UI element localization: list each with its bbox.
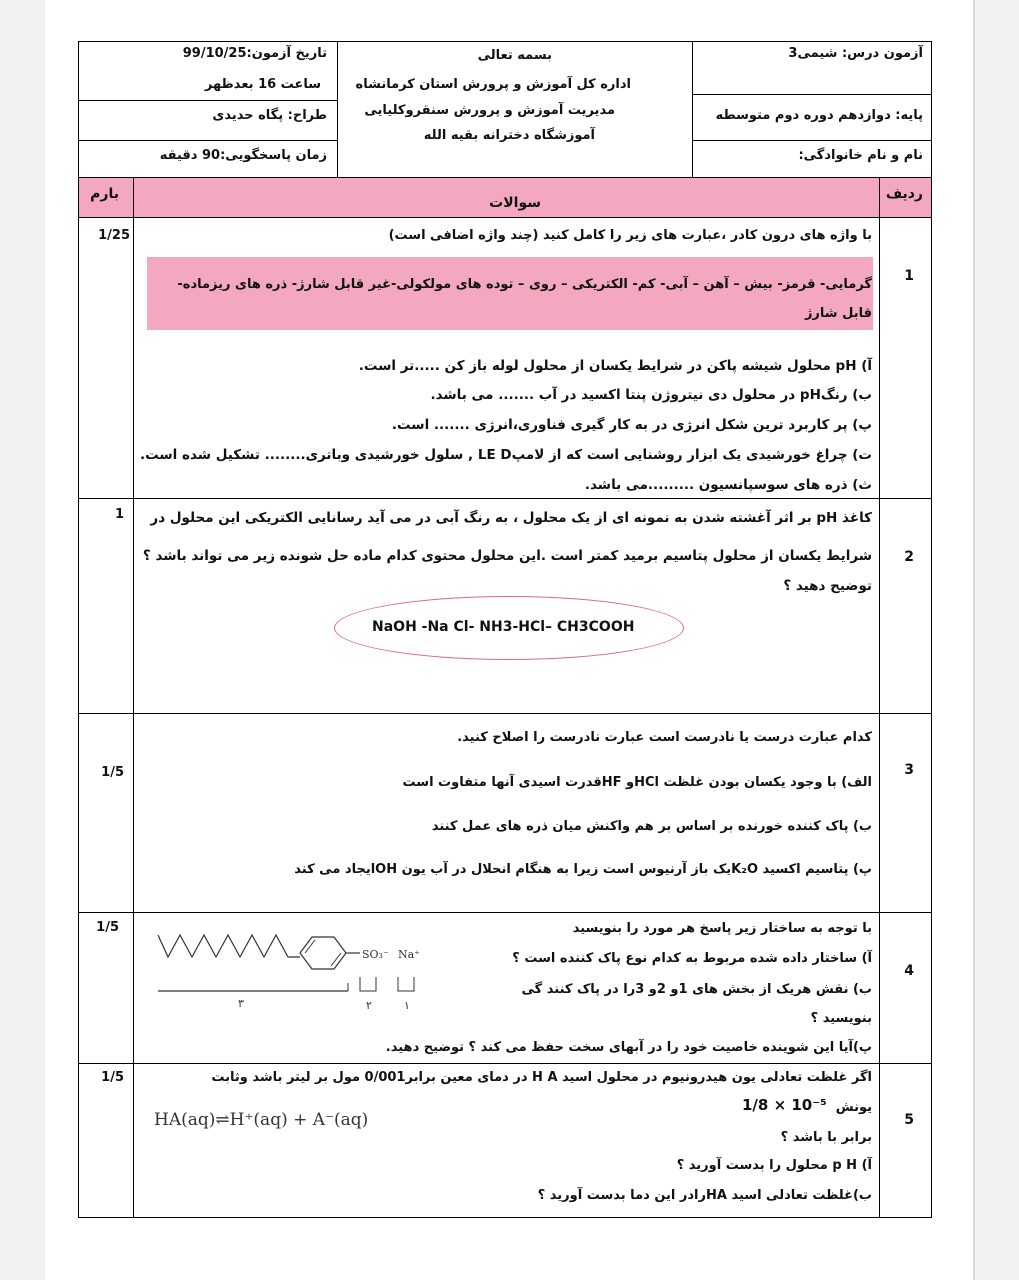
row-separator (78, 1063, 932, 1064)
q1-item-c: پ) پر کاربرد ترین شکل انرژی در به کار گیری فناوری،انرژی ....... است. (391, 417, 872, 433)
part1-bracket (398, 977, 414, 991)
q1-score: 1/25 (98, 228, 130, 243)
q1-item-a: آ) pH محلول شیشه پاکن در شرایط یکسان از محلول لوله باز کن .....تر است. (358, 358, 872, 374)
q3-item-a: الف) با وجود یکسان بودن غلظت HClو HFقدرت اسیدی آنها متفاوت است (402, 775, 872, 790)
header-divider-left (337, 41, 338, 178)
header-center-line2: اداره کل آموزش و پرورش استان کرمانشاه (355, 77, 631, 92)
duration: زمان پاسخگویی:90 دقیقه (159, 148, 327, 163)
q3-intro: کدام عبارت درست یا نادرست است عبارت نادرست را اصلاح کنید. (457, 730, 872, 745)
q4-item-a: آ) ساختار داده شده مربوط به کدام نوع پاک کننده است ؟ (512, 951, 872, 966)
q2-number: 2 (904, 549, 914, 565)
table-bottom-border (78, 1217, 932, 1218)
q5-score: 1/5 (101, 1070, 124, 1085)
q4-item-b2: بنویسید ؟ (810, 1011, 872, 1026)
sulfonate-group: SO₃⁻ (362, 948, 389, 961)
q2-options: NaOH -Na Cl- NH3-HCl– CH3COOH (372, 619, 635, 635)
benzene-ring (300, 937, 346, 969)
row-header: ردیف (885, 186, 923, 202)
q5-ionization-constant: 1/8 × 10⁻⁵ (742, 1096, 827, 1114)
q4-intro: با توجه به ساختار زیر پاسخ هر مورد را بنویسید (572, 921, 872, 936)
q5-line2: یونش (835, 1100, 872, 1115)
q1-item-b: ب) رنگpH در محلول دی نیتروژن پنتا اکسید در آب ....... می باشد. (430, 387, 872, 403)
course-name: آزمون درس: شیمی3 (788, 46, 923, 61)
header-line (78, 100, 338, 101)
q1-word-box (147, 257, 873, 330)
row-separator (78, 912, 932, 913)
q2-line3: توضیح دهید ؟ (783, 578, 872, 594)
q5-item-a: آ) p H محلول را بدست آورید ؟ (676, 1158, 872, 1173)
header-center-line3: مدیریت آموزش و پرورش سنقروکلیایی (364, 103, 615, 118)
q1-number: 1 (904, 268, 914, 284)
q1-item-d: ت) چراغ خورشیدی یک ابزار روشنایی است که از لامپLE D , سلول خورشیدی وباتری........ تشکیل شده است. (139, 447, 872, 463)
detergent-structure (150, 925, 450, 1015)
q1-intro: با واژه های درون کادر ،عبارت های زیر را کامل کنید (چند واژه اضافی است) (388, 228, 872, 243)
row-column-border (879, 178, 880, 1218)
q5-number: 5 (904, 1112, 914, 1128)
row-separator (78, 498, 932, 499)
header-line (692, 94, 932, 95)
grade: پایه: دوازدهم دوره دوم متوسطه (715, 108, 923, 123)
part1-label: ۱ (404, 999, 410, 1012)
designer: طراح: پگاه حدیدی (212, 108, 327, 123)
q4-item-b: ب) نقش هریک از بخش های 1و 2و 3را در پاک کنند گی (521, 982, 872, 997)
q1-word-box-line2: قابل شارژ (804, 306, 872, 321)
header-center-line1: بسمه تعالی (477, 48, 552, 63)
q3-number: 3 (904, 762, 914, 778)
q4-number: 4 (904, 963, 914, 979)
score-column-border (133, 178, 134, 1218)
name-label: نام و نام خانوادگی: (798, 148, 923, 163)
table-header-bottom (78, 217, 932, 218)
questions-header: سوالات (489, 195, 541, 211)
header-top-border (78, 41, 932, 42)
q5-item-b: ب)غلظت تعادلی اسید HAرادر این دما بدست آورید ؟ (537, 1188, 872, 1203)
q5-equation: HA(aq)⇌H⁺(aq) + A⁻(aq) (154, 1110, 369, 1130)
q4-score: 1/5 (96, 920, 119, 935)
q5-line3: برابر با باشد ؟ (780, 1130, 872, 1145)
q4-item-c: پ)آیا این شوینده خاصیت خود را در آبهای سخت حفظ می کند ؟ توضیح دهید. (385, 1040, 872, 1055)
header-divider-right (692, 41, 693, 178)
score-header: بارم (90, 186, 119, 202)
part3-label: ۳ (238, 997, 244, 1010)
sodium-ion: Na⁺ (398, 948, 420, 961)
header-line (692, 140, 932, 141)
q1-item-e: ث) ذره های سوسپانسیون .........می باشد. (584, 477, 872, 493)
ring-bond (305, 940, 315, 953)
q3-score: 1/5 (101, 765, 124, 780)
q5-line1: اگر غلظت تعادلی یون هیدرونیوم در محلول اسید H A در دمای معین برابر0/001 مول بر لیتر باشد وثابت (211, 1070, 872, 1085)
part2-bracket (360, 977, 376, 991)
part2-label: ۲ (366, 999, 372, 1012)
q3-item-c: پ) پتاسیم اکسید K₂Oیک باز آرنیوس است زیرا به هنگام انحلال در آب یون OHایجاد می کند (294, 862, 872, 877)
q2-line1: کاغذ pH بر اثر آغشته شدن به نمونه ای از یک محلول ، به رنگ آبی در می آید رسانایی الکتریکی این محلول در (150, 510, 872, 526)
header-line (78, 140, 338, 141)
q3-item-b: ب) پاک کننده خورنده بر اساس بر هم واکنش میان ذره های عمل کنند (431, 819, 872, 834)
exam-date: تاریخ آزمون:99/10/25 (182, 46, 327, 61)
exam-time: ساعت 16 بعدظهر (204, 77, 321, 92)
q2-line2: شرایط یکسان از محلول پتاسیم برمید کمتر است .این محلول محتوی کدام ماده حل شونده زیر می تواند باشد ؟ (142, 548, 872, 564)
ring-bond (331, 953, 341, 966)
row-separator (78, 713, 932, 714)
header-center-line4: آموزشگاه دخترانه بقیه الله (423, 128, 595, 143)
q2-score: 1 (114, 507, 124, 522)
q1-word-box-line1: گرمایی- قرمز- بیش – آهن – آبی- کم- الکتریکی – روی – توده های مولکولی-غیر قابل شارژ- ذره های ریزماده- (177, 277, 872, 292)
page-edge (973, 0, 975, 1280)
alkyl-chain (158, 935, 300, 957)
